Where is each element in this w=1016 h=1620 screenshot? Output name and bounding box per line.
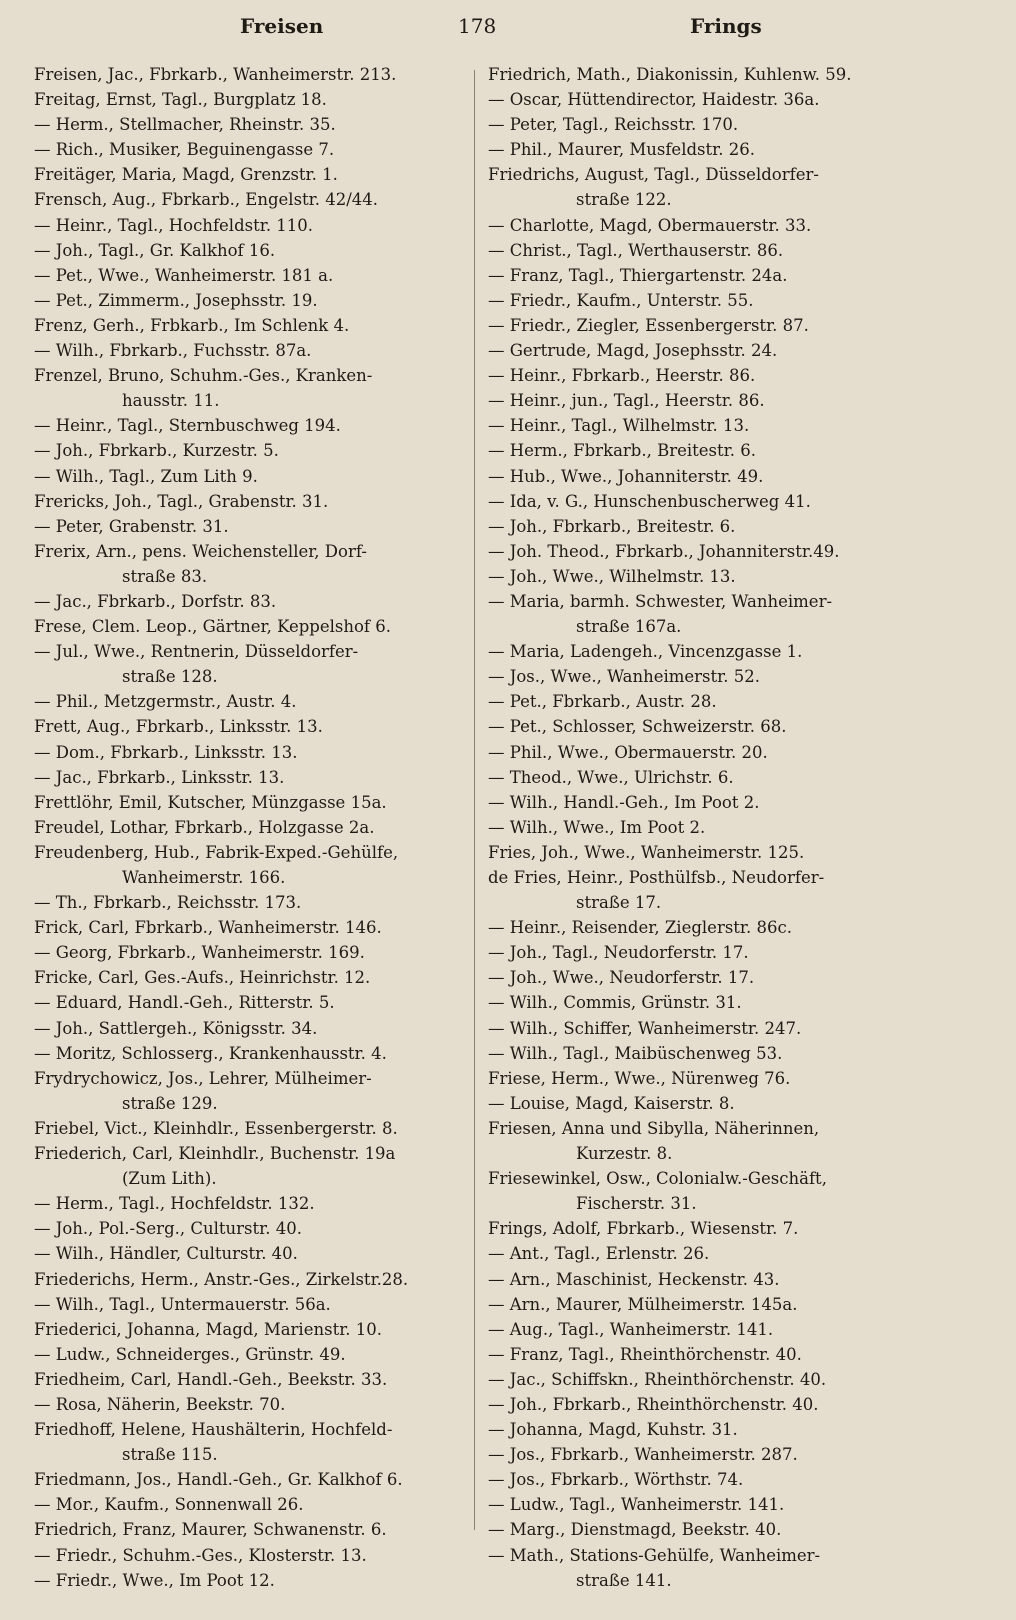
directory-entry: — Jos., Wwe., Wanheimerstr. 52. <box>488 667 760 687</box>
entry-continuation: straße 122. <box>576 190 672 210</box>
directory-entry: Friederich, Carl, Kleinhdlr., Buchenstr. 19a <box>34 1144 396 1164</box>
directory-entry: — Wilh., Handl.-Geh., Im Poot 2. <box>488 792 760 812</box>
directory-entry: — Math., Stations-Gehülfe, Wanheimer- <box>488 1545 821 1565</box>
directory-entry: — Louise, Magd, Kaiserstr. 8. <box>488 1093 735 1113</box>
directory-entry: — Jos., Fbrkarb., Wörthstr. 74. <box>488 1470 744 1490</box>
entry-continuation: straße 17. <box>576 893 662 913</box>
directory-entry: — Joh., Sattlergeh., Königsstr. 34. <box>34 1018 318 1038</box>
directory-entry: — Mor., Kaufm., Sonnenwall 26. <box>34 1495 304 1515</box>
directory-entry: — Peter, Tagl., Reichsstr. 170. <box>488 115 739 135</box>
directory-entry: — Franz, Tagl., Thiergartenstr. 24a. <box>488 265 788 285</box>
directory-entry: Fricke, Carl, Ges.-Aufs., Heinrichstr. 12. <box>34 968 371 988</box>
directory-entry: — Joh., Fbrkarb., Rheinthörchenstr. 40. <box>488 1394 819 1414</box>
directory-entry: — Joh., Fbrkarb., Breitestr. 6. <box>488 516 736 536</box>
directory-entry: — Ludw., Tagl., Wanheimerstr. 141. <box>488 1495 785 1515</box>
directory-entry: — Hub., Wwe., Johanniterstr. 49. <box>488 466 764 486</box>
directory-entry: Friedrich, Math., Diakonissin, Kuhlenw. 59. <box>488 65 852 84</box>
directory-entry: Freisen, Jac., Fbrkarb., Wanheimerstr. 213. <box>34 65 397 84</box>
directory-entry: Friederichs, Herm., Anstr.-Ges., Zirkelstr.28. <box>34 1269 409 1289</box>
directory-entry: Friedrich, Franz, Maurer, Schwanenstr. 6. <box>34 1520 387 1540</box>
directory-entry: — Charlotte, Magd, Obermauerstr. 33. <box>488 215 812 235</box>
directory-entry: Frydrychowicz, Jos., Lehrer, Mülheimer- <box>34 1068 372 1088</box>
directory-entry: Friese, Herm., Wwe., Nürenweg 76. <box>488 1068 791 1088</box>
directory-entry: — Wilh., Wwe., Im Poot 2. <box>488 817 706 837</box>
directory-entry: — Jac., Fbrkarb., Dorfstr. 83. <box>34 591 277 611</box>
entry-continuation: Wanheimerstr. 166. <box>122 868 286 887</box>
directory-entry: — Ludw., Schneiderges., Grünstr. 49. <box>34 1344 346 1364</box>
header-right-keyword: Frings <box>690 14 762 38</box>
directory-entry: — Rich., Musiker, Beguinengasse 7. <box>34 140 335 160</box>
directory-entry: — Wilh., Tagl., Zum Lith 9. <box>34 466 258 486</box>
directory-entry: Frese, Clem. Leop., Gärtner, Keppelshof 6. <box>34 617 392 637</box>
directory-entry: — Heinr., Tagl., Sternbuschweg 194. <box>34 416 341 436</box>
directory-entry: Friedmann, Jos., Handl.-Geh., Gr. Kalkhof 6. <box>34 1470 403 1490</box>
directory-entry: — Herm., Stellmacher, Rheinstr. 35. <box>34 115 336 135</box>
directory-entry: — Pet., Fbrkarb., Austr. 28. <box>488 692 717 712</box>
directory-entry: Friebel, Vict., Kleinhdlr., Essenbergerstr. 8. <box>34 1118 398 1138</box>
directory-entry: Frenz, Gerh., Frbkarb., Im Schlenk 4. <box>34 315 350 335</box>
directory-entry: Frett, Aug., Fbrkarb., Linksstr. 13. <box>34 717 323 737</box>
directory-entry: Freudel, Lothar, Fbrkarb., Holzgasse 2a. <box>34 817 375 837</box>
entry-continuation: straße 115. <box>122 1445 218 1465</box>
right-column <box>488 62 988 1593</box>
directory-entry: — Pet., Zimmerm., Josephsstr. 19. <box>34 290 318 310</box>
directory-entry: — Joh. Theod., Fbrkarb., Johanniterstr.49. <box>488 541 840 561</box>
directory-entry: — Rosa, Näherin, Beekstr. 70. <box>34 1394 286 1414</box>
directory-entry: — Marg., Dienstmagd, Beekstr. 40. <box>488 1520 782 1540</box>
directory-entry: — Arn., Maurer, Mülheimerstr. 145a. <box>488 1294 798 1314</box>
directory-entry: — Wilh., Tagl., Untermauerstr. 56a. <box>34 1294 331 1314</box>
directory-entry: — Herm., Fbrkarb., Breitestr. 6. <box>488 441 756 461</box>
directory-entry: Freitag, Ernst, Tagl., Burgplatz 18. <box>34 90 327 110</box>
entry-continuation: straße 128. <box>122 667 218 687</box>
entry-continuation: hausstr. 11. <box>122 391 220 411</box>
directory-entry: — Christ., Tagl., Werthauserstr. 86. <box>488 240 784 260</box>
directory-entry: Friedhoff, Helene, Haushälterin, Hochfeld- <box>34 1420 393 1440</box>
directory-entry: — Heinr., Tagl., Hochfeldstr. 110. <box>34 215 314 235</box>
entry-continuation: straße 167a. <box>576 617 682 637</box>
directory-entry: — Herm., Tagl., Hochfeldstr. 132. <box>34 1194 315 1214</box>
directory-entry: — Peter, Grabenstr. 31. <box>34 516 229 536</box>
directory-entry: — Friedr., Kaufm., Unterstr. 55. <box>488 290 754 310</box>
directory-entry: — Friedr., Ziegler, Essenbergerstr. 87. <box>488 315 809 335</box>
directory-entry: — Jos., Fbrkarb., Wanheimerstr. 287. <box>488 1445 798 1465</box>
directory-entry: — Franz, Tagl., Rheinthörchenstr. 40. <box>488 1344 802 1364</box>
entry-continuation: Kurzestr. 8. <box>576 1144 673 1164</box>
entry-continuation: Fischerstr. 31. <box>576 1194 697 1214</box>
directory-entry: — Heinr., jun., Tagl., Heerstr. 86. <box>488 391 765 411</box>
page-header <box>0 14 1016 44</box>
directory-entry: Friedrichs, August, Tagl., Düsseldorfer- <box>488 165 819 185</box>
directory-entry: — Aug., Tagl., Wanheimerstr. 141. <box>488 1319 774 1339</box>
directory-entry: — Th., Fbrkarb., Reichsstr. 173. <box>34 893 302 913</box>
directory-entry: Friederici, Johanna, Magd, Marienstr. 10. <box>34 1319 383 1339</box>
directory-entry: — Heinr., Reisender, Zieglerstr. 86c. <box>488 918 792 938</box>
entry-continuation: (Zum Lith). <box>122 1169 217 1189</box>
directory-entry: — Joh., Tagl., Gr. Kalkhof 16. <box>34 240 276 260</box>
directory-entry: Fries, Joh., Wwe., Wanheimerstr. 125. <box>488 842 805 862</box>
directory-entry: — Pet., Schlosser, Schweizerstr. 68. <box>488 717 787 737</box>
directory-entry: — Oscar, Hüttendirector, Haidestr. 36a. <box>488 90 820 110</box>
directory-entry: — Pet., Wwe., Wanheimerstr. 181 a. <box>34 265 334 285</box>
directory-entry: Frick, Carl, Fbrkarb., Wanheimerstr. 146. <box>34 918 382 938</box>
directory-entry: — Wilh., Händler, Culturstr. 40. <box>34 1244 298 1264</box>
directory-entry: — Ida, v. G., Hunschenbuscherweg 41. <box>488 491 811 511</box>
entry-continuation: straße 141. <box>576 1570 672 1590</box>
column-divider <box>474 70 475 1530</box>
directory-entry: — Friedr., Wwe., Im Poot 12. <box>34 1570 275 1590</box>
directory-entry: — Heinr., Tagl., Wilhelmstr. 13. <box>488 416 750 436</box>
directory-entry: — Joh., Wwe., Wilhelmstr. 13. <box>488 566 736 586</box>
directory-entry: — Joh., Wwe., Neudorferstr. 17. <box>488 968 755 988</box>
directory-entry: — Jac., Fbrkarb., Linksstr. 13. <box>34 767 285 787</box>
directory-entry: — Jac., Schiffskn., Rheinthörchenstr. 40. <box>488 1369 827 1389</box>
directory-entry: — Joh., Fbrkarb., Kurzestr. 5. <box>34 441 279 461</box>
directory-entry: — Wilh., Fbrkarb., Fuchsstr. 87a. <box>34 341 312 361</box>
directory-entry: Frettlöhr, Emil, Kutscher, Münzgasse 15a. <box>34 792 387 812</box>
directory-entry: — Moritz, Schlosserg., Krankenhausstr. 4. <box>34 1043 387 1063</box>
directory-entry: — Maria, barmh. Schwester, Wanheimer- <box>488 591 833 611</box>
directory-entry: — Johanna, Magd, Kuhstr. 31. <box>488 1420 738 1440</box>
directory-entry: — Maria, Ladengeh., Vincenzgasse 1. <box>488 642 803 662</box>
directory-entry: — Eduard, Handl.-Geh., Ritterstr. 5. <box>34 993 335 1013</box>
header-left-keyword: Freisen <box>240 14 324 38</box>
entry-continuation: straße 83. <box>122 566 208 586</box>
directory-entry: — Gertrude, Magd, Josephsstr. 24. <box>488 341 778 361</box>
directory-entry: — Arn., Maschinist, Heckenstr. 43. <box>488 1269 780 1289</box>
directory-entry: Frerix, Arn., pens. Weichensteller, Dorf- <box>34 541 367 561</box>
entry-continuation: straße 129. <box>122 1093 218 1113</box>
directory-entry: — Georg, Fbrkarb., Wanheimerstr. 169. <box>34 943 365 963</box>
directory-entry: — Joh., Pol.-Serg., Culturstr. 40. <box>34 1219 302 1239</box>
directory-entry: Frings, Adolf, Fbrkarb., Wiesenstr. 7. <box>488 1219 799 1239</box>
directory-entry: — Phil., Metzgermstr., Austr. 4. <box>34 692 297 712</box>
directory-entry: — Dom., Fbrkarb., Linksstr. 13. <box>34 742 298 762</box>
page-number: 178 <box>458 14 497 38</box>
directory-entry: — Phil., Maurer, Musfeldstr. 26. <box>488 140 755 160</box>
directory-entry: Frenzel, Bruno, Schuhm.-Ges., Kranken- <box>34 366 373 386</box>
directory-entry: — Wilh., Commis, Grünstr. 31. <box>488 993 742 1013</box>
directory-entry: de Fries, Heinr., Posthülfsb., Neudorfer- <box>488 868 825 887</box>
directory-entry: — Ant., Tagl., Erlenstr. 26. <box>488 1244 710 1264</box>
left-column <box>34 62 470 1593</box>
directory-entry: Friesen, Anna und Sibylla, Näherinnen, <box>488 1118 820 1138</box>
directory-entry: Freitäger, Maria, Magd, Grenzstr. 1. <box>34 165 338 185</box>
directory-entry: — Theod., Wwe., Ulrichstr. 6. <box>488 767 734 787</box>
directory-entry: Freudenberg, Hub., Fabrik-Exped.-Gehülfe, <box>34 842 399 862</box>
directory-entry: — Heinr., Fbrkarb., Heerstr. 86. <box>488 366 756 386</box>
directory-entry: Frensch, Aug., Fbrkarb., Engelstr. 42/44. <box>34 190 379 210</box>
directory-entry: — Phil., Wwe., Obermauerstr. 20. <box>488 742 768 762</box>
directory-entry: Friedheim, Carl, Handl.-Geh., Beekstr. 33. <box>34 1369 388 1389</box>
directory-entry: Friesewinkel, Osw., Colonialw.-Geschäft, <box>488 1169 827 1189</box>
directory-entry: Frericks, Joh., Tagl., Grabenstr. 31. <box>34 491 329 511</box>
directory-entry: — Jul., Wwe., Rentnerin, Düsseldorfer- <box>34 642 359 662</box>
directory-entry: — Wilh., Tagl., Maibüschenweg 53. <box>488 1043 783 1063</box>
directory-entry: — Joh., Tagl., Neudorferstr. 17. <box>488 943 749 963</box>
directory-entry: — Wilh., Schiffer, Wanheimerstr. 247. <box>488 1018 802 1038</box>
directory-entry: — Friedr., Schuhm.-Ges., Klosterstr. 13. <box>34 1545 367 1565</box>
